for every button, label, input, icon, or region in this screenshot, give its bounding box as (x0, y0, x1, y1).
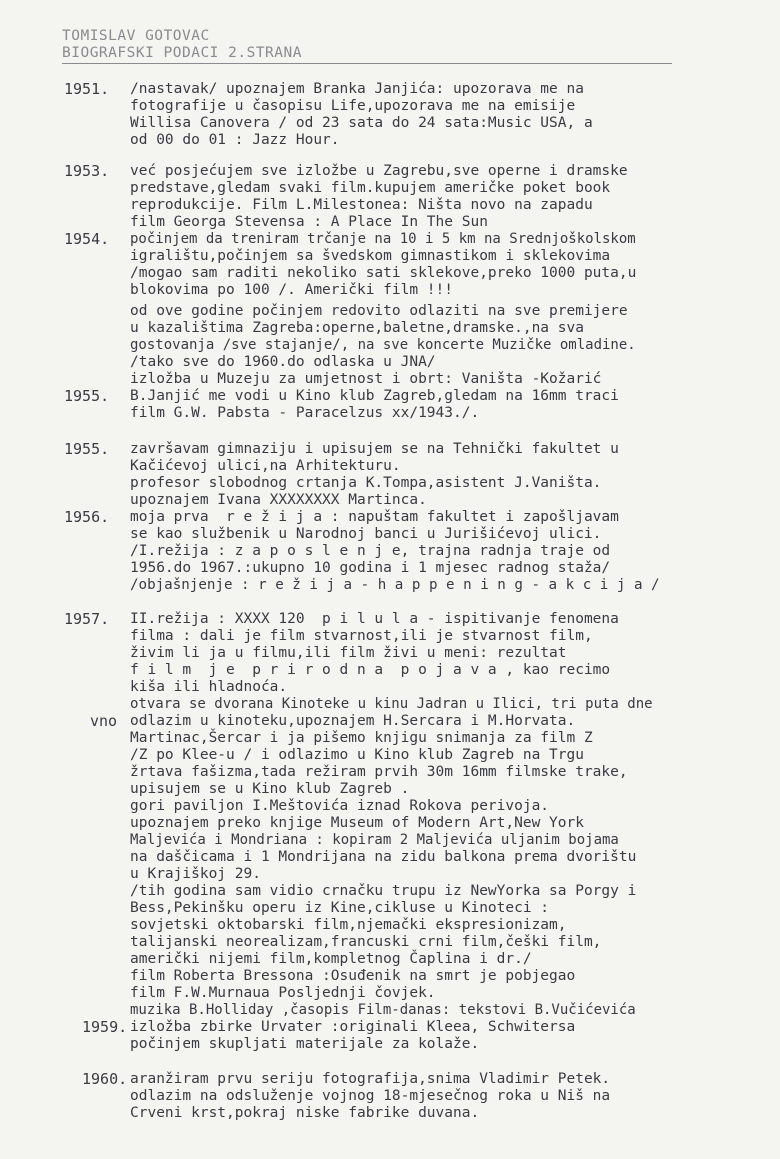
text-line: talijanski neorealizam,francuski crni film,češki film, (130, 934, 602, 950)
text-line: gostovanja /sve stajanje/, na sve koncerte Muzičke omladine. (130, 337, 636, 353)
text-line: počinjem skupljati materijale za kolaže. (130, 1036, 480, 1052)
year-label: 1959. (82, 1018, 128, 1036)
text-line: živim li ja u filmu,ili film živi u meni: rezultat (130, 645, 567, 661)
text-line: gori paviljon I.Meštovića iznad Rokova perivoja. (130, 798, 550, 814)
text-line: upisujem se u Kino klub Zagreb . (130, 781, 410, 797)
text-line: filma : dali je film stvarnost,ili je stvarnost film, (130, 628, 593, 644)
text-line: profesor slobodnog crtanja K.Tompa,asistent J.Vaništa. (130, 475, 602, 491)
text-line: blokovima po 100 /. Američki film !!! (130, 282, 454, 298)
text-line: Martinac,Šercar i ja pišemo knjigu snimanja za film Z (130, 730, 593, 746)
text-line: igralištu,počinjem sa švedskom gimnastikom i sklekovima (130, 248, 611, 264)
text-line: f i l m j e p r i r o d n a p o j a v a , kao recimo (130, 662, 611, 678)
text-line: /tih godina sam vidio crnačku trupu iz NewYorka sa Porgy i (130, 883, 637, 899)
text-line: B.Janjić me vodi u Kino klub Zagreb,gledam na 16mm traci (130, 388, 619, 404)
year-label: 1960. (82, 1070, 128, 1088)
text-line: već posjećujem sve izložbe u Zagrebu,sve operne i dramske (130, 163, 628, 179)
text-line: izložba zbirke Urvater :originali Kleea, Schwitersa (130, 1019, 576, 1035)
year-label: 1951. (64, 80, 110, 98)
text-line: aranžiram prvu seriju fotografija,snima Vladimir Petek. (130, 1071, 611, 1087)
text-line: otvara se dvorana Kinoteke u kinu Jadran u Ilici, tri puta dne (130, 696, 653, 712)
text-line: američki nijemi film,kompletnog Čaplina i dr./ (130, 951, 532, 967)
year-label: 1953. (64, 162, 110, 180)
text-line: od 00 do 01 : Jazz Hour. (130, 132, 340, 148)
text-line: upoznajem Ivana XXXXXXXX Martinca. (130, 492, 427, 508)
text-line: predstave,gledam svaki film.kupujem američke poket book (130, 180, 611, 196)
document-subtitle: BIOGRAFSKI PODACI 2.STRANA (62, 45, 302, 61)
text-line: u kazalištima Zagreba:operne,baletne,dramske.,na sva (130, 320, 584, 336)
text-line: 1956.do 1967.:ukupno 10 godina i 1 mjesec radnog staža/ (130, 560, 611, 576)
text-line: Bess,Pekinšku operu iz Kine,cikluse u Kinoteci : (130, 900, 550, 916)
year-label: 1957. (64, 610, 110, 628)
text-line: završavam gimnaziju i upisujem se na Tehnički fakultet u (130, 441, 619, 457)
text-line: kiša ili hladnoća. (130, 679, 288, 695)
text-line: /nastavak/ upoznajem Branka Janjića: upozorava me na (130, 81, 584, 97)
margin-note: vno (90, 712, 118, 730)
text-line: film F.W.Murnaua Posljednji čovjek. (130, 985, 436, 1001)
text-line: sovjetski oktobarski film,njemački ekspresionizam, (130, 917, 567, 933)
text-line: počinjem da treniram trčanje na 10 i 5 km na Srednjoškolskom (130, 231, 636, 247)
text-line: /mogao sam raditi nekoliko sati sklekove,preko 1000 puta,u (130, 265, 637, 281)
text-line: Crveni krst,pokraj niske fabrike duvana. (130, 1105, 480, 1121)
year-label: 1955. (64, 440, 110, 458)
text-line: se kao službenik u Narodnoj banci u Jurišićevoj ulici. (130, 526, 602, 542)
text-line: film G.W. Pabsta - Paracelzus xx/1943./. (130, 405, 480, 421)
text-line: II.režija : XXXX 120 p i l u l a - ispitivanje fenomena (130, 611, 619, 627)
year-label: 1956. (64, 508, 110, 526)
text-line: /Z po Klee-u / i odlazimo u Kino klub Zagreb na Trgu (130, 747, 584, 763)
text-line: odlazim na odsluženje vojnog 18-mjesečnog roka u Niš na (130, 1088, 611, 1104)
text-line: /I.režija : z a p o s l e n j e, trajna radnja traje od (130, 543, 611, 559)
text-line: fotografije u časopisu Life,upozorava me na emisije (130, 98, 576, 114)
text-line: /objašnjenje : r e ž i j a - h a p p e n i n g - a k c i j a / (130, 577, 660, 593)
text-line: žrtava fašizma,tada režiram prvih 30m 16mm filmske trake, (130, 764, 628, 780)
text-line: reprodukcije. Film L.Milestonea: Ništa novo na zapadu (130, 197, 593, 213)
header-divider (62, 63, 672, 64)
text-line: Kačićevoj ulici,na Arhitekturu. (130, 458, 401, 474)
year-label: 1955. (64, 387, 110, 405)
text-line: /tako sve do 1960.do odlaska u JNA/ (130, 354, 436, 370)
text-line: Maljevića i Mondriana : kopiram 2 Maljevića uljanim bojama (130, 832, 619, 848)
text-line: upoznajem preko knjige Museum of Modern Art,New York (130, 815, 584, 831)
text-line: film Roberta Bressona :Osuđenik na smrt je pobjegao (130, 968, 576, 984)
text-line: odlazim u kinoteku,upoznajem H.Sercara i M.Horvata. (130, 713, 576, 729)
text-line: od ove godine počinjem redovito odlaziti na sve premijere (130, 303, 628, 319)
year-label: 1954. (64, 230, 110, 248)
text-line: na daščicama i 1 Mondrijana na zidu balkona prema dvorištu (130, 849, 637, 865)
text-line: Willisa Canovera / od 23 sata do 24 sata:Music USA, a (130, 115, 593, 131)
author-name: TOMISLAV GOTOVAC (62, 28, 210, 44)
text-line: izložba u Muzeju za umjetnost i obrt: Vaništa -Kožarić (130, 371, 602, 387)
text-line: muzika B.Holliday ,časopis Film-danas: tekstovi B.Vučićevića (130, 1002, 636, 1018)
text-line: film Georga Stevensa : A Place In The Sun (130, 214, 488, 230)
text-line: moja prva r e ž i j a : napuštam fakultet i zapošljavam (130, 509, 619, 525)
text-line: u Krajiškoj 29. (130, 866, 261, 882)
page-header (62, 28, 302, 62)
